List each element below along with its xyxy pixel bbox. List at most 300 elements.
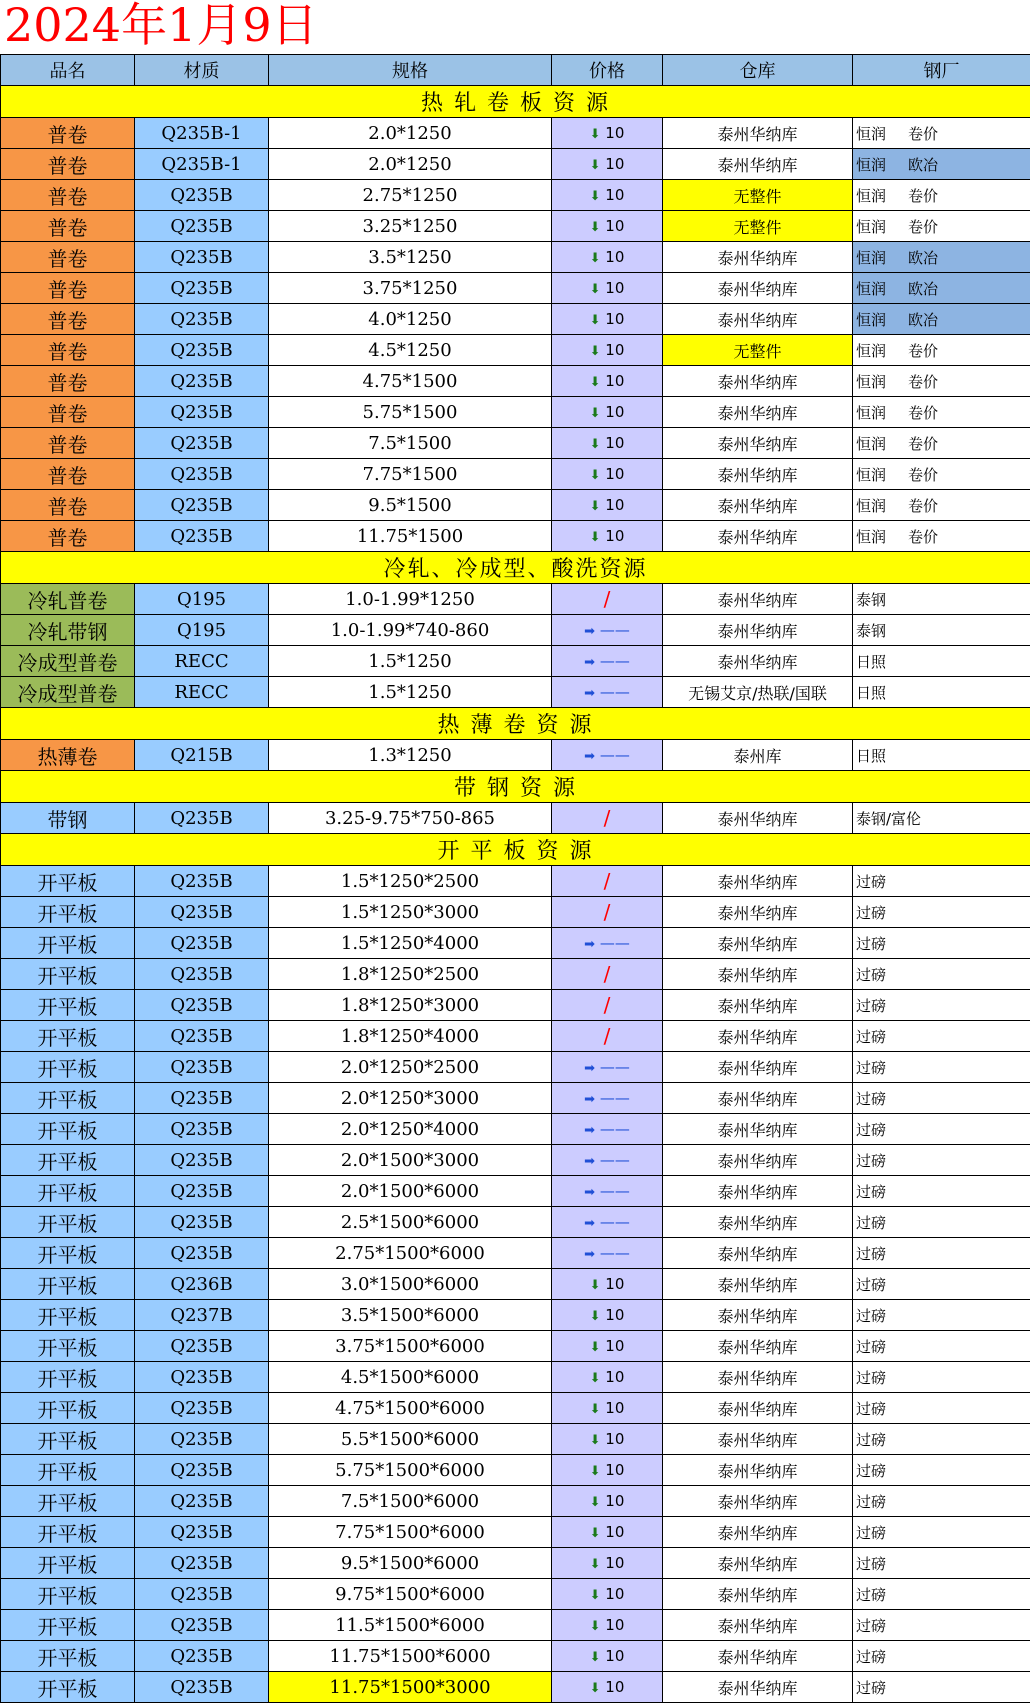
warehouse-cell: 泰州华纳库	[663, 866, 853, 897]
header-price: 价格	[552, 55, 663, 86]
mill-cell	[853, 490, 1030, 521]
price-cell	[552, 1579, 663, 1610]
warehouse-cell: 泰州华纳库	[663, 646, 853, 677]
arrow-right-icon: ➡	[584, 1123, 595, 1138]
spec-cell: 2.75*1500*6000	[269, 1238, 552, 1269]
mill-cell	[853, 1641, 1030, 1672]
material-cell: Q237B	[135, 1300, 269, 1331]
material-cell: Q235B	[135, 1176, 269, 1207]
warehouse-cell: 泰州华纳库	[663, 1486, 853, 1517]
material-cell: Q235B	[135, 1517, 269, 1548]
product-name-cell: 开平板	[1, 1548, 135, 1579]
mill-cell	[853, 1021, 1030, 1052]
price-cell	[552, 1114, 663, 1145]
warehouse-cell: 泰州华纳库	[663, 990, 853, 1021]
mill-name: 恒润	[856, 125, 886, 143]
spec-cell: 3.0*1500*6000	[269, 1269, 552, 1300]
material-cell: Q235B	[135, 990, 269, 1021]
arrow-right-icon: ➡	[584, 655, 595, 670]
material-cell: Q235B	[135, 1362, 269, 1393]
price-value: 10	[605, 403, 624, 421]
spec-cell: 4.75*1500*6000	[269, 1393, 552, 1424]
price-cell	[552, 646, 663, 677]
arrow-right-icon: ➡	[584, 1216, 595, 1231]
price-cell	[552, 1362, 663, 1393]
mill-cell	[853, 1548, 1030, 1579]
material-cell: Q235B	[135, 273, 269, 304]
price-cell	[552, 521, 663, 552]
price-cell	[552, 740, 663, 771]
product-name-cell: 开平板	[1, 1486, 135, 1517]
mill-name: 恒润	[856, 404, 886, 422]
price-cell	[552, 1486, 663, 1517]
arrow-right-icon: ➡	[584, 1154, 595, 1169]
mill-cell	[853, 1517, 1030, 1548]
mill-cell	[853, 1114, 1030, 1145]
material-cell: Q235B	[135, 1486, 269, 1517]
price-value: 10	[605, 1430, 624, 1448]
product-name-cell: 开平板	[1, 1393, 135, 1424]
spec-cell: 4.5*1500*6000	[269, 1362, 552, 1393]
mill-cell	[853, 180, 1030, 211]
warehouse-cell: 泰州库	[663, 740, 853, 771]
price-cell	[552, 118, 663, 149]
mill-name: 过磅	[856, 1369, 886, 1387]
table-row	[1, 866, 1030, 897]
arrow-right-icon: ➡	[584, 1185, 595, 1200]
price-cell	[552, 615, 663, 646]
spec-cell: 11.75*1500	[269, 521, 552, 552]
table-row	[1, 211, 1030, 242]
price-cell	[552, 490, 663, 521]
spec-cell: 1.5*1250	[269, 677, 552, 708]
header-mill: 钢厂	[853, 55, 1030, 86]
mill-cell	[853, 521, 1030, 552]
header-material: 材质	[135, 55, 269, 86]
table-row	[1, 149, 1030, 180]
warehouse-cell: 泰州华纳库	[663, 959, 853, 990]
price-value: 10	[605, 279, 624, 297]
arrow-down-icon: ⬇	[590, 1557, 601, 1572]
warehouse-cell: 泰州华纳库	[663, 615, 853, 646]
price-value: 10	[605, 310, 624, 328]
table-row	[1, 1486, 1030, 1517]
mill-cell	[853, 428, 1030, 459]
table-row	[1, 490, 1030, 521]
material-cell: Q235B	[135, 1641, 269, 1672]
product-name-cell: 带钢	[1, 803, 135, 834]
section-header-row	[1, 708, 1030, 740]
arrow-down-icon: ⬇	[590, 437, 601, 452]
warehouse-cell: 泰州华纳库	[663, 1052, 853, 1083]
mill-cell	[853, 459, 1030, 490]
table-row	[1, 1238, 1030, 1269]
warehouse-cell: 泰州华纳库	[663, 304, 853, 335]
material-cell: Q235B	[135, 335, 269, 366]
material-cell: Q235B	[135, 1114, 269, 1145]
price-cell	[552, 149, 663, 180]
mill-source: 卷价	[908, 433, 938, 454]
spec-cell: 2.5*1500*6000	[269, 1207, 552, 1238]
spec-cell: 2.0*1250*2500	[269, 1052, 552, 1083]
material-cell: Q235B	[135, 928, 269, 959]
arrow-down-icon: ⬇	[590, 1402, 601, 1417]
price-cell	[552, 366, 663, 397]
material-cell: Q235B	[135, 1207, 269, 1238]
warehouse-cell: 泰州华纳库	[663, 459, 853, 490]
material-cell: Q235B	[135, 490, 269, 521]
mill-cell	[853, 677, 1030, 708]
header-row	[1, 55, 1030, 86]
product-name-cell: 开平板	[1, 1114, 135, 1145]
table-row	[1, 1517, 1030, 1548]
table-row	[1, 118, 1030, 149]
mill-name: 过磅	[856, 1276, 886, 1294]
arrow-right-icon: ➡	[584, 937, 595, 952]
material-cell: Q235B	[135, 1424, 269, 1455]
price-cell	[552, 1300, 663, 1331]
page-title: 2024年1月9日	[0, 0, 1030, 54]
product-name-cell: 普卷	[1, 118, 135, 149]
warehouse-cell: 泰州华纳库	[663, 803, 853, 834]
mill-name: 日照	[856, 747, 886, 765]
warehouse-cell: 泰州华纳库	[663, 1517, 853, 1548]
product-name-cell: 开平板	[1, 1207, 135, 1238]
mill-source: 卷价	[908, 464, 938, 485]
price-value: 10	[605, 155, 624, 173]
mill-name: 过磅	[856, 1493, 886, 1511]
table-row	[1, 273, 1030, 304]
warehouse-cell: 泰州华纳库	[663, 428, 853, 459]
table-row	[1, 1145, 1030, 1176]
price-value: 10	[605, 1461, 624, 1479]
arrow-down-icon: ⬇	[590, 1340, 601, 1355]
price-value: 10	[605, 1585, 624, 1603]
price-cell	[552, 335, 663, 366]
arrow-right-icon: ➡	[584, 749, 595, 764]
material-cell: Q235B	[135, 304, 269, 335]
material-cell: Q235B	[135, 211, 269, 242]
mill-cell	[853, 1238, 1030, 1269]
mill-source: 欧冶	[908, 247, 938, 268]
table-row	[1, 1176, 1030, 1207]
table-row	[1, 928, 1030, 959]
warehouse-cell: 泰州华纳库	[663, 1207, 853, 1238]
mill-name: 过磅	[856, 1586, 886, 1604]
arrow-down-icon: ⬇	[590, 1588, 601, 1603]
material-cell: Q235B	[135, 1331, 269, 1362]
mill-source: 卷价	[908, 402, 938, 423]
mill-source: 卷价	[908, 216, 938, 237]
spec-cell: 9.5*1500	[269, 490, 552, 521]
mill-name: 过磅	[856, 1338, 886, 1356]
warehouse-cell: 泰州华纳库	[663, 1238, 853, 1269]
mill-name: 恒润	[856, 342, 886, 360]
warehouse-cell: 泰州华纳库	[663, 1145, 853, 1176]
arrow-down-icon: ⬇	[590, 1464, 601, 1479]
warehouse-cell: 泰州华纳库	[663, 1331, 853, 1362]
table-row	[1, 990, 1030, 1021]
material-cell: RECC	[135, 677, 269, 708]
mill-name: 过磅	[856, 935, 886, 953]
warehouse-cell: 泰州华纳库	[663, 1455, 853, 1486]
price-cell	[552, 866, 663, 897]
product-name-cell: 普卷	[1, 490, 135, 521]
material-cell: Q235B	[135, 1052, 269, 1083]
warehouse-cell: 无整件	[663, 211, 853, 242]
table-row	[1, 1641, 1030, 1672]
material-cell: Q236B	[135, 1269, 269, 1300]
spec-cell: 1.5*1250*4000	[269, 928, 552, 959]
warehouse-cell: 泰州华纳库	[663, 1610, 853, 1641]
product-name-cell: 开平板	[1, 897, 135, 928]
table-row	[1, 1300, 1030, 1331]
material-cell: Q235B	[135, 897, 269, 928]
price-value: 10	[605, 1492, 624, 1510]
warehouse-cell: 泰州华纳库	[663, 1641, 853, 1672]
material-cell: Q235B	[135, 180, 269, 211]
price-value: 10	[605, 1616, 624, 1634]
price-value: 10	[605, 341, 624, 359]
mill-name: 过磅	[856, 1679, 886, 1697]
mill-cell	[853, 397, 1030, 428]
warehouse-cell: 无整件	[663, 335, 853, 366]
table-row	[1, 304, 1030, 335]
table-row	[1, 959, 1030, 990]
mill-cell	[853, 366, 1030, 397]
price-value: 10	[605, 1678, 624, 1696]
spec-cell: 1.5*1250*2500	[269, 866, 552, 897]
price-cell	[552, 1083, 663, 1114]
warehouse-cell: 泰州华纳库	[663, 149, 853, 180]
product-name-cell: 开平板	[1, 1238, 135, 1269]
table-row	[1, 803, 1030, 834]
arrow-down-icon: ⬇	[590, 468, 601, 483]
spec-cell: 3.5*1250	[269, 242, 552, 273]
material-cell: Q235B	[135, 1455, 269, 1486]
mill-cell	[853, 1207, 1030, 1238]
price-cell	[552, 273, 663, 304]
mill-name: 日照	[856, 653, 886, 671]
table-row	[1, 335, 1030, 366]
mill-source: 欧冶	[908, 154, 938, 175]
table-row	[1, 1331, 1030, 1362]
table-row	[1, 180, 1030, 211]
spec-cell: 3.25*1250	[269, 211, 552, 242]
price-cell	[552, 1176, 663, 1207]
arrow-down-icon: ⬇	[590, 1371, 601, 1386]
price-value: 10	[605, 248, 624, 266]
mill-name: 过磅	[856, 1431, 886, 1449]
material-cell: Q235B	[135, 397, 269, 428]
warehouse-cell: 泰州华纳库	[663, 242, 853, 273]
product-name-cell: 普卷	[1, 335, 135, 366]
mill-name: 恒润	[856, 466, 886, 484]
table-row	[1, 1021, 1030, 1052]
mill-cell	[853, 149, 1030, 180]
mill-name: 恒润	[856, 435, 886, 453]
mill-name: 过磅	[856, 1121, 886, 1139]
price-cell	[552, 1393, 663, 1424]
mill-cell	[853, 990, 1030, 1021]
material-cell: Q235B-1	[135, 149, 269, 180]
product-name-cell: 普卷	[1, 521, 135, 552]
mill-name: 过磅	[856, 1524, 886, 1542]
table-row	[1, 1424, 1030, 1455]
section-title: 热 轧 卷 板 资 源	[1, 86, 1030, 118]
mill-cell	[853, 242, 1030, 273]
warehouse-cell: 泰州华纳库	[663, 928, 853, 959]
price-value: 10	[605, 1306, 624, 1324]
price-value: /	[604, 869, 611, 893]
arrow-right-icon: ➡	[584, 624, 595, 639]
mill-cell	[853, 118, 1030, 149]
warehouse-cell: 泰州华纳库	[663, 273, 853, 304]
product-name-cell: 普卷	[1, 242, 135, 273]
price-value: ——	[600, 1120, 630, 1138]
warehouse-cell: 泰州华纳库	[663, 1393, 853, 1424]
material-cell: Q235B	[135, 1083, 269, 1114]
mill-source: 卷价	[908, 185, 938, 206]
price-cell	[552, 459, 663, 490]
product-name-cell: 普卷	[1, 459, 135, 490]
price-value: ——	[600, 1058, 630, 1076]
spec-cell: 1.8*1250*3000	[269, 990, 552, 1021]
price-cell	[552, 397, 663, 428]
price-value: ——	[600, 746, 630, 764]
mill-name: 泰钢	[856, 591, 886, 609]
mill-name: 泰钢/富伦	[856, 810, 921, 828]
warehouse-cell: 泰州华纳库	[663, 584, 853, 615]
arrow-down-icon: ⬇	[590, 220, 601, 235]
table-row	[1, 1610, 1030, 1641]
table-row	[1, 615, 1030, 646]
price-value: 10	[605, 1275, 624, 1293]
mill-name: 过磅	[856, 1555, 886, 1573]
table-row	[1, 740, 1030, 771]
price-cell	[552, 1331, 663, 1362]
table-row	[1, 584, 1030, 615]
mill-cell	[853, 1176, 1030, 1207]
price-value: /	[604, 806, 611, 830]
price-value: 10	[605, 496, 624, 514]
mill-cell	[853, 1579, 1030, 1610]
warehouse-cell: 泰州华纳库	[663, 1269, 853, 1300]
mill-name: 过磅	[856, 1462, 886, 1480]
table-row	[1, 1548, 1030, 1579]
price-value: ——	[600, 621, 630, 639]
arrow-right-icon: ➡	[584, 686, 595, 701]
spec-cell: 2.75*1250	[269, 180, 552, 211]
arrow-down-icon: ⬇	[590, 1433, 601, 1448]
mill-cell	[853, 273, 1030, 304]
warehouse-cell: 泰州华纳库	[663, 366, 853, 397]
price-cell	[552, 428, 663, 459]
mill-name: 过磅	[856, 997, 886, 1015]
table-row	[1, 397, 1030, 428]
price-cell	[552, 990, 663, 1021]
mill-cell	[853, 335, 1030, 366]
mill-cell	[853, 1331, 1030, 1362]
table-row	[1, 1393, 1030, 1424]
spec-cell: 2.0*1250	[269, 149, 552, 180]
mill-name: 过磅	[856, 1648, 886, 1666]
arrow-down-icon: ⬇	[590, 375, 601, 390]
warehouse-cell: 泰州华纳库	[663, 1362, 853, 1393]
price-cell	[552, 1021, 663, 1052]
product-name-cell: 普卷	[1, 397, 135, 428]
price-value: ——	[600, 1213, 630, 1231]
spec-cell: 1.0-1.99*1250	[269, 584, 552, 615]
mill-name: 过磅	[856, 1307, 886, 1325]
price-value: 10	[605, 1368, 624, 1386]
mill-name: 泰钢	[856, 622, 886, 640]
mill-name: 过磅	[856, 1617, 886, 1635]
mill-name: 过磅	[856, 873, 886, 891]
material-cell: Q235B	[135, 1610, 269, 1641]
mill-name: 过磅	[856, 1245, 886, 1263]
material-cell: Q235B	[135, 1238, 269, 1269]
mill-name: 日照	[856, 684, 886, 702]
warehouse-cell: 泰州华纳库	[663, 1176, 853, 1207]
mill-source: 卷价	[908, 495, 938, 516]
price-cell	[552, 180, 663, 211]
material-cell: Q235B	[135, 1393, 269, 1424]
spec-cell: 3.75*1500*6000	[269, 1331, 552, 1362]
arrow-down-icon: ⬇	[590, 344, 601, 359]
table-row	[1, 1052, 1030, 1083]
spec-cell: 2.0*1250	[269, 118, 552, 149]
material-cell: Q235B	[135, 1548, 269, 1579]
material-cell: Q235B	[135, 959, 269, 990]
price-value: ——	[600, 934, 630, 952]
section-title: 带 钢 资 源	[1, 771, 1030, 803]
arrow-down-icon: ⬇	[590, 1650, 601, 1665]
material-cell: Q235B	[135, 1579, 269, 1610]
spec-cell: 9.75*1500*6000	[269, 1579, 552, 1610]
price-cell	[552, 211, 663, 242]
spec-cell: 11.75*1500*6000	[269, 1641, 552, 1672]
material-cell: Q235B	[135, 428, 269, 459]
arrow-down-icon: ⬇	[590, 1526, 601, 1541]
arrow-right-icon: ➡	[584, 1092, 595, 1107]
material-cell: Q235B	[135, 1672, 269, 1703]
table-row	[1, 1114, 1030, 1145]
product-name-cell: 开平板	[1, 1579, 135, 1610]
product-name-cell: 普卷	[1, 211, 135, 242]
product-name-cell: 普卷	[1, 366, 135, 397]
mill-name: 过磅	[856, 1214, 886, 1232]
price-value: 10	[605, 124, 624, 142]
material-cell: Q235B	[135, 459, 269, 490]
price-value: 10	[605, 465, 624, 483]
price-value: /	[604, 962, 611, 986]
spec-cell: 9.5*1500*6000	[269, 1548, 552, 1579]
table-row	[1, 1579, 1030, 1610]
arrow-down-icon: ⬇	[590, 251, 601, 266]
mill-cell	[853, 646, 1030, 677]
mill-cell	[853, 1486, 1030, 1517]
price-cell	[552, 1610, 663, 1641]
spec-cell: 7.5*1500*6000	[269, 1486, 552, 1517]
price-value: 10	[605, 217, 624, 235]
mill-name: 过磅	[856, 1059, 886, 1077]
spec-cell: 2.0*1500*3000	[269, 1145, 552, 1176]
product-name-cell: 开平板	[1, 990, 135, 1021]
price-value: ——	[600, 1151, 630, 1169]
product-name-cell: 普卷	[1, 273, 135, 304]
price-value: ——	[600, 1182, 630, 1200]
